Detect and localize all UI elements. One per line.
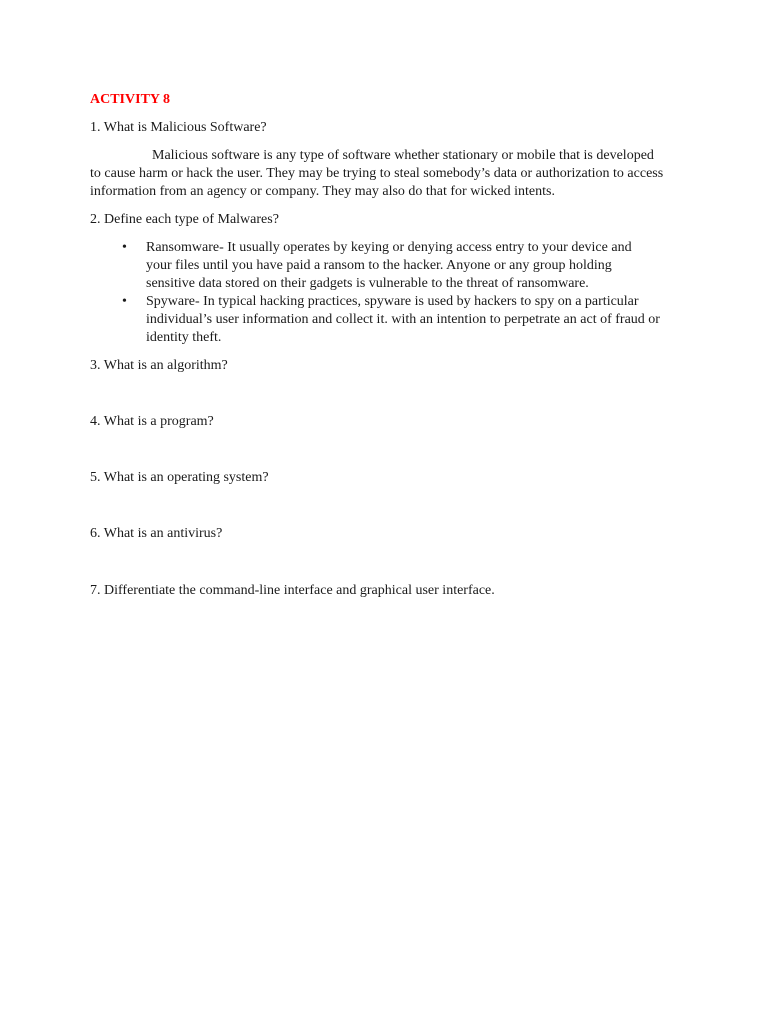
question-2: 2. Define each type of Malwares? [90, 212, 279, 227]
document-page [90, 91, 670, 600]
question-5: 5. What is an operating system? [90, 470, 269, 485]
list-item [90, 239, 660, 293]
question-4: 4. What is a program? [90, 414, 214, 429]
answer-1: Malicious software is any type of software whether stationary or mobile that is developed to cause harm or hack the user. They may be trying to steal somebody’s data or authorization to access information from an agency or company. They may also do that for wicked intents. [90, 148, 664, 199]
bullet-text-ransomware: Ransomware- It usually operates by keying or denying access entry to your device and your files until you have paid a ransom to the hacker. Anyone or any group holding sensitive data stored on their gadgets is vulnerable to the threat of ransomware. [146, 240, 632, 291]
question-7: 7. Differentiate the command-line interface and graphical user interface. [90, 583, 495, 598]
malware-types-list [90, 239, 670, 347]
list-item [90, 293, 660, 347]
bullet-dot-icon: • [122, 240, 127, 255]
question-1: 1. What is Malicious Software? [90, 120, 267, 135]
question-3: 3. What is an algorithm? [90, 358, 228, 373]
bullet-text-spyware: Spyware- In typical hacking practices, spyware is used by hackers to spy on a particular individual’s user information and collect it. with an intention to perpetrate an act of fraud or identity theft. [146, 294, 660, 345]
bullet-dot-icon: • [122, 294, 127, 309]
question-6: 6. What is an antivirus? [90, 526, 223, 541]
activity-title: ACTIVITY 8 [90, 92, 170, 107]
